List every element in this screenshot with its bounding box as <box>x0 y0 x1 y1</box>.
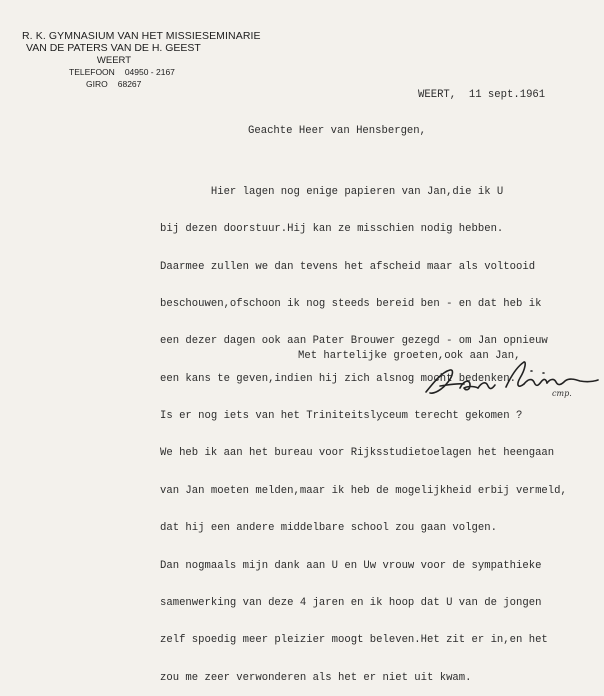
body-line: beschouwen,ofschoon ik nog steeds bereid ben - en dat heb ik <box>160 297 542 310</box>
telephone-label: TELEFOON <box>69 67 115 77</box>
body-line: een kans te geven,indien hij zich alsnog mocht bedenken. <box>160 372 517 385</box>
body-line: We heb ik aan het bureau voor Rijksstudietoelagen het heengaan <box>160 447 555 460</box>
body-line: Dan nogmaals mijn dank aan U en Uw vrouw voor de sympathieke <box>160 559 542 572</box>
body-line: zou me zeer verwonderen als het er niet uit kwam. <box>160 671 472 684</box>
letter-date: WEERT, 11 sept.1961 <box>418 89 546 101</box>
body-line: een dezer dagen ook aan Pater Brouwer gezegd - om Jan opnieuw <box>160 335 548 348</box>
body-line: bij dezen doorstuur.Hij kan ze misschien nodig hebben. <box>160 223 504 236</box>
body-line: samenwerking van deze 4 jaren en ik hoop dat U van de jongen <box>160 596 542 609</box>
giro-value: 68267 <box>117 79 142 89</box>
body-line: Daarmee zullen we dan tevens het afscheid maar als voltooid <box>160 260 536 273</box>
letterhead-giro <box>22 79 272 90</box>
letterhead-telephone <box>22 67 272 78</box>
telephone-value: 04950 - 2167 <box>124 67 175 77</box>
signature-suffix: cmp. <box>552 389 572 398</box>
salutation: Geachte Heer van Hensbergen, <box>248 125 427 137</box>
letterhead-school-name: R. K. GYMNASIUM VAN HET MISSIESEMINARIE <box>22 30 261 42</box>
handwritten-signature <box>420 352 600 405</box>
giro-label: GIRO <box>86 79 108 89</box>
letterhead <box>22 30 272 90</box>
body-line: Hier lagen nog enige papieren van Jan,die ik U <box>160 185 504 198</box>
letter-body <box>160 161 567 696</box>
body-line: zelf spoedig meer pleizier moogt beleven.Het zit er in,en het <box>160 634 548 647</box>
body-line: Is er nog iets van het Triniteitslyceum terecht gekomen ? <box>160 410 523 423</box>
body-line: dat hij een andere middelbare school zou gaan volgen. <box>160 522 497 535</box>
body-line: van Jan moeten melden,maar ik heb de mogelijkheid erbij vermeld, <box>160 484 567 497</box>
letterhead-city: WEERT <box>96 55 132 66</box>
closing-line: Met hartelijke groeten,ook aan Jan, <box>298 350 521 362</box>
letterhead-order-name: VAN DE PATERS VAN DE H. GEEST <box>26 42 201 54</box>
